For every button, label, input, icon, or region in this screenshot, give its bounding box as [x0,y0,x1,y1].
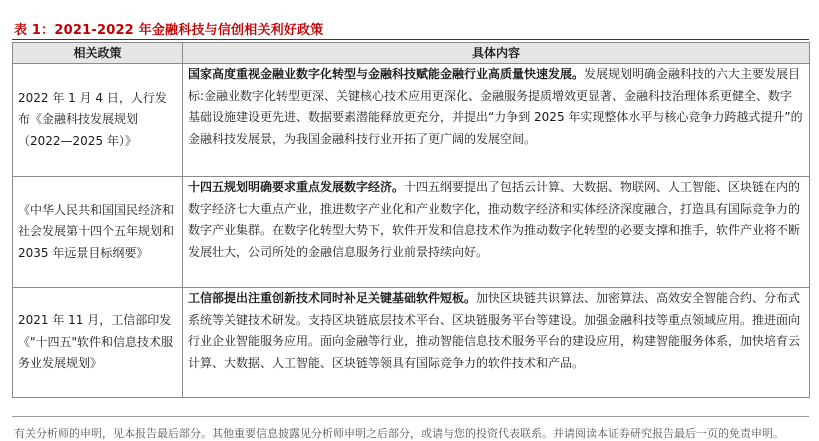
footer-divider [12,416,809,417]
title-divider [12,39,809,40]
policy-name-cell: 2022 年 1 月 4 日，人行发布《金融科技发展规划（2022—2025 年）》 [13,64,183,177]
table-row [13,64,810,177]
content-highlight: 十四五规划明确要求重点发展数字经济。 [188,180,405,194]
table-row [13,288,810,398]
table-row [13,177,810,288]
table-title: 表 1：2021-2022 年金融科技与信创相关利好政策 [14,23,324,38]
content-detail: 加快区块链共识算法、加密算法、高效安全智能合约、分布式系统等关键技术研发。支持区块链底层技术平台、区块链服务平台等建设。加强金融科技等重点领域应用。推进面向行业企业智能服务应用。面向金融等行业，推动智能信息技术服务平台的建设应用，构建智能服务体系，加快培育云计算、大数据、人工智能、区块链等领具有国际竞争力的软件技术和产品。 [188,291,801,370]
content-detail: 发展规划明确金融科技的六大主要发展目标:金融业数字化转型更深、关键核心技术应用更深化、金融服务提质增效更显著、金融科技治理体系更健全、数字基础设施建设更先进、数据要素潜能释放更充分，并提出“力争到 2025 年实现整体水平与核心竞争力跨越式提升”的金融科技发展景，为我国金融科技行业开拓了更广阔的发展空间。 [188,67,803,146]
column-header-policy: 相关政策 [13,43,183,64]
policy-table [12,42,810,398]
table-header-row [13,43,810,64]
content-cell [183,64,810,177]
policy-name-cell: 2021 年 11 月，工信部印发《"十四五"软件和信息技术服务业发展规划》 [13,288,183,398]
column-header-content: 具体内容 [183,43,810,64]
content-highlight: 国家高度重视金融业数字化转型与金融科技赋能金融行业高质量快速发展。 [188,67,585,81]
content-highlight: 工信部提出注重创新技术同时补足关键基础软件短板。 [188,291,477,305]
content-detail: 十四五纲要提出了包括云计算、大数据、物联网、人工智能、区块链在内的数字经济七大重点产业，推进数字产业化和产业数字化，推动数字经济和实体经济深度融合，打造具有国际竞争力的数字产业集群。在数字化转型大势下，软件开发和信息技术作为推动数字化转型的必要支撑和推手，软件产业将不断发展壮大，公司所处的金融信息服务行业前景持续向好。 [188,180,801,259]
content-cell [183,177,810,288]
policy-name-cell: 《中华人民共和国国民经济和社会发展第十四个五年规划和 2035 年远景目标纲要》 [13,177,183,288]
content-cell [183,288,810,398]
disclaimer-footer: 有关分析师的申明，见本报告最后部分。其他重要信息披露见分析师申明之后部分，或请与您的投资代表联系。并请阅读本证券研究报告最后一页的免责申明。 [14,427,784,440]
